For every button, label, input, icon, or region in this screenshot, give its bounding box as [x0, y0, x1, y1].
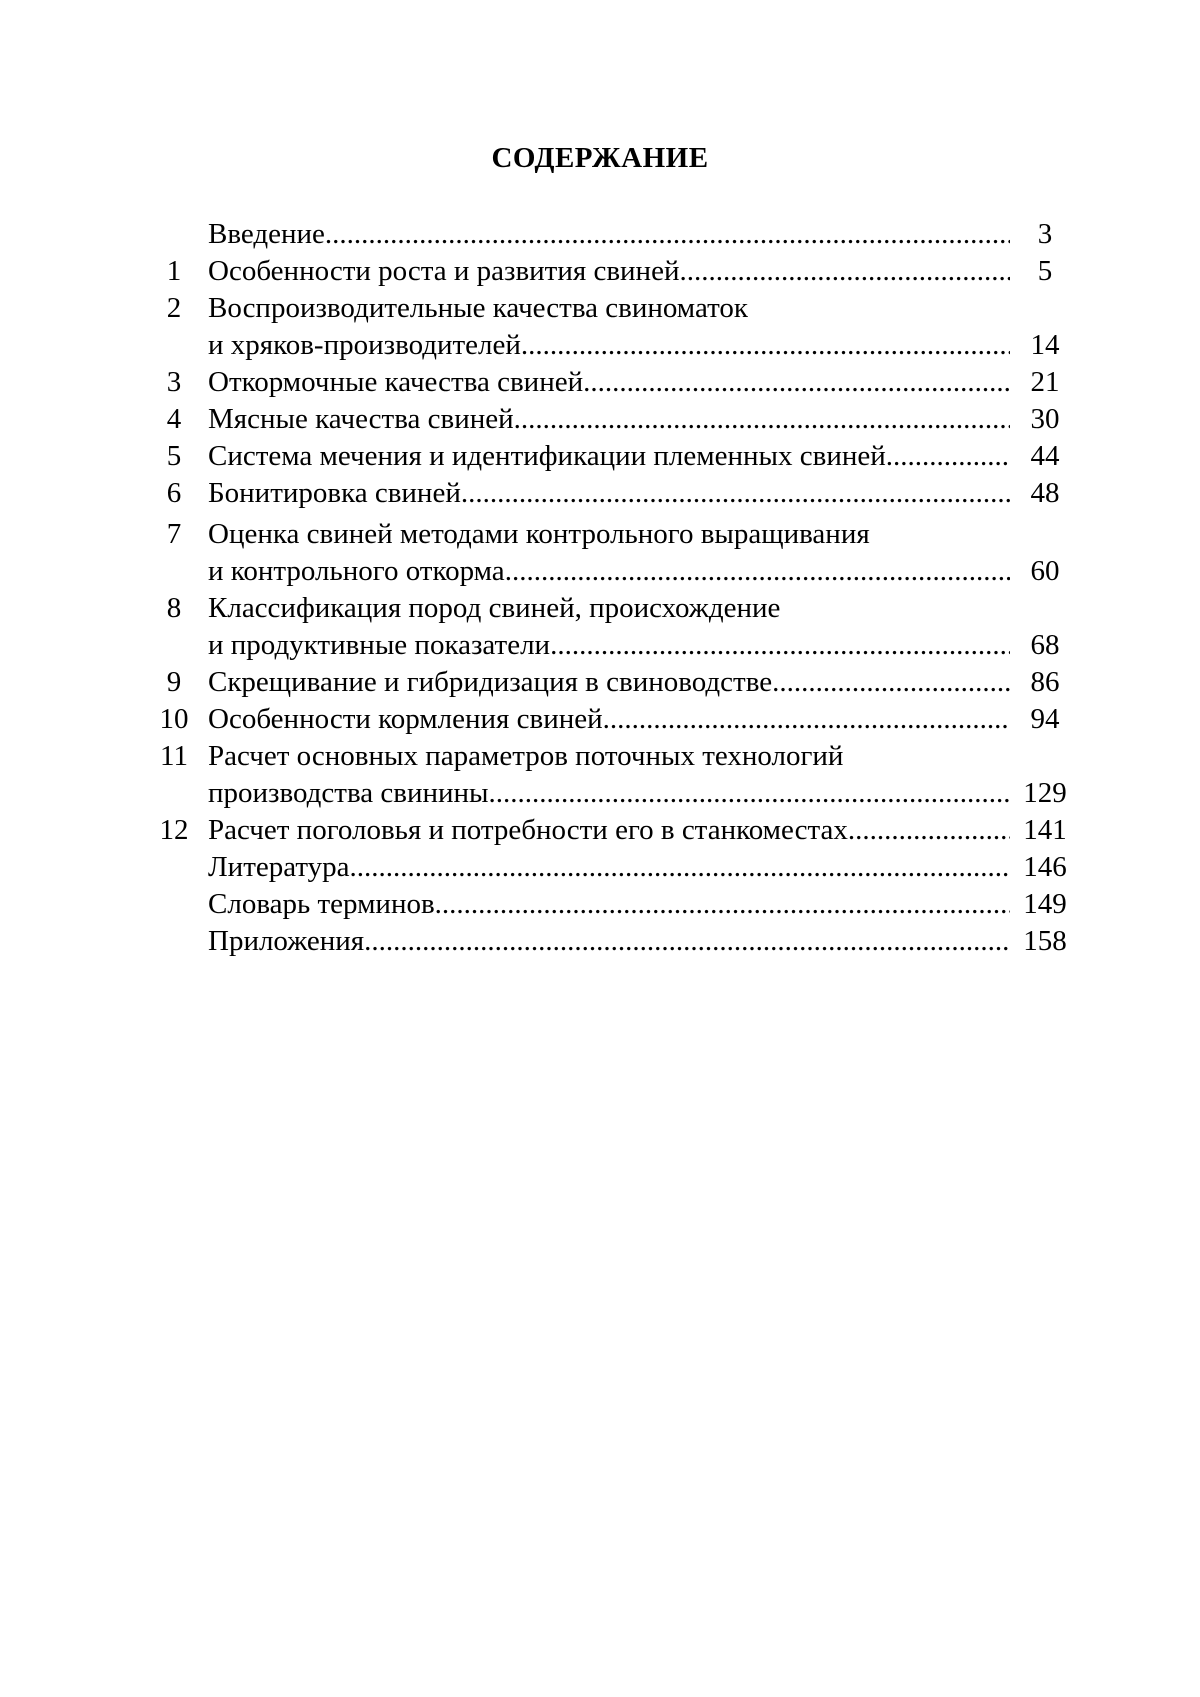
toc-leader-dots [679, 253, 1010, 290]
toc-page-number: 141 [1023, 814, 1067, 846]
toc-page-number: 86 [1030, 666, 1060, 698]
toc-entry-number: 6 [166, 477, 182, 509]
toc-page-number: 146 [1023, 851, 1067, 883]
toc-line [140, 627, 1080, 664]
toc-entry-number: 4 [166, 403, 182, 435]
toc-entry-text-wrap [208, 775, 1010, 812]
toc-line [140, 886, 1080, 923]
toc-leader-dots [521, 327, 1010, 364]
toc-entry-title: и продуктивные показатели [208, 629, 551, 661]
toc-leader-dots [350, 849, 1010, 886]
toc-page-number: 68 [1030, 629, 1060, 661]
toc-entry-text-wrap [208, 738, 1010, 775]
toc-entry-number: 2 [166, 292, 182, 324]
toc-entry-number: 11 [160, 740, 188, 772]
toc-entry [140, 290, 1080, 364]
toc-page-number: 30 [1030, 403, 1060, 435]
toc-entry-text-wrap [208, 553, 1010, 590]
toc-line [140, 438, 1080, 475]
toc-entry [140, 664, 1080, 701]
toc-line [140, 923, 1080, 960]
toc-entry-title: Мясные качества свиней [208, 403, 514, 435]
toc-entry [140, 923, 1080, 960]
toc-entry-text-wrap [208, 438, 1010, 475]
toc-entry-number: 10 [159, 703, 189, 735]
toc-entry-number: 3 [166, 366, 182, 398]
toc-entry-text-wrap [208, 627, 1010, 664]
toc-entry-title: Откормочные качества свиней [208, 366, 584, 398]
toc-leader-dots [496, 775, 1010, 812]
toc-entry-title: Словарь терминов [208, 888, 435, 920]
toc-line [140, 775, 1080, 812]
toc-entry-text-wrap [208, 886, 1010, 923]
toc-page-number: 94 [1030, 703, 1060, 735]
toc-entry-title: Классификация пород свиней, происхождение [208, 592, 781, 624]
toc-entry-text-wrap [208, 923, 1010, 960]
toc-entry-title: и хряков-производителей [208, 329, 521, 361]
toc-line [140, 590, 1080, 627]
toc-entry [140, 438, 1080, 475]
toc-line [140, 664, 1080, 701]
toc-page-number: 5 [1037, 255, 1053, 287]
toc-entry-number: 7 [166, 518, 182, 550]
toc-page-number: 129 [1023, 777, 1067, 809]
toc-entry-title: Особенности роста и развития свиней [208, 255, 680, 287]
toc-leader-dots [461, 475, 1010, 512]
toc-line [140, 216, 1080, 253]
toc-line [140, 290, 1080, 327]
toc-entry-number: 9 [166, 666, 182, 698]
toc-entry [140, 253, 1080, 290]
toc-line [140, 553, 1080, 590]
toc-entry-number: 8 [166, 592, 182, 624]
toc-entry [140, 364, 1080, 401]
toc-line [140, 475, 1080, 512]
toc-entry [140, 886, 1080, 923]
toc-entry-title: Оценка свиней методами контрольного выращивания [208, 518, 870, 550]
toc-entry-text-wrap [208, 364, 1010, 401]
toc-entry [140, 701, 1080, 738]
toc-entry-text-wrap [208, 812, 1010, 849]
toc-leader-dots [772, 664, 1010, 701]
toc-entry-number: 1 [166, 255, 182, 287]
toc-entry-title: производства свинины. [208, 777, 496, 809]
toc-entry-title: Скрещивание и гибридизация в свиноводстве [208, 666, 773, 698]
toc-leader-dots [514, 401, 1010, 438]
toc-entry-title: и контрольного откорма [208, 555, 505, 587]
toc-line [140, 738, 1080, 775]
toc-page-number: 3 [1037, 218, 1053, 250]
toc-entry-text-wrap [208, 216, 1010, 253]
toc-entry-text-wrap [208, 516, 1010, 553]
toc-leader-dots [583, 364, 1010, 401]
toc-entry-text-wrap [208, 590, 1010, 627]
toc-entry-text-wrap [208, 849, 1010, 886]
toc-line [140, 812, 1080, 849]
toc-entry-title: Система мечения и идентификации племенных свиней [208, 440, 886, 472]
toc-entry [140, 590, 1080, 664]
toc-entry-text-wrap [208, 664, 1010, 701]
toc-line [140, 327, 1080, 364]
toc-entry-title: Расчет основных параметров поточных технологий [208, 740, 844, 772]
toc-page-number: 60 [1030, 555, 1060, 587]
toc-line [140, 516, 1080, 553]
toc-entry-title: Воспроизводительные качества свиноматок [208, 292, 748, 324]
toc-entry [140, 849, 1080, 886]
toc-page-number: 44 [1030, 440, 1060, 472]
toc-entry-title: Бонитировка свиней [208, 477, 461, 509]
toc-entry-text-wrap [208, 327, 1010, 364]
toc-line [140, 253, 1080, 290]
toc-leader-dots [550, 627, 1010, 664]
toc-entry-text-wrap [208, 475, 1010, 512]
toc-entry-title: Приложения [208, 925, 365, 957]
toc-entry-title: Введение [208, 218, 325, 250]
toc-page-number: 158 [1023, 925, 1067, 957]
toc-entry-title: Расчет поголовья и потребности его в станкоместах [208, 814, 848, 846]
toc-line [140, 364, 1080, 401]
toc-page-number: 48 [1030, 477, 1060, 509]
page-title: СОДЕРЖАНИЕ [491, 142, 709, 174]
toc-entry-text-wrap [208, 701, 1010, 738]
toc-leader-dots [364, 923, 1010, 960]
toc-entry [140, 812, 1080, 849]
toc-entry [140, 738, 1080, 812]
toc-leader-dots [325, 216, 1010, 253]
toc-leader-dots [848, 812, 1010, 849]
toc-entry-title: Литература [208, 851, 350, 883]
toc-line [140, 849, 1080, 886]
toc-page-number: 14 [1030, 329, 1060, 361]
toc-page-number: 149 [1023, 888, 1067, 920]
toc-leader-dots [435, 886, 1010, 923]
toc-entry-number: 5 [166, 440, 182, 472]
toc-entry [140, 401, 1080, 438]
toc-leader-dots [603, 701, 1010, 738]
toc-entry [140, 475, 1080, 512]
toc-leader-dots [505, 553, 1010, 590]
toc-entry-text-wrap [208, 401, 1010, 438]
toc-page-number: 21 [1030, 366, 1060, 398]
toc-entry [140, 216, 1080, 253]
toc-entry [140, 516, 1080, 590]
toc-leader-dots [886, 438, 1010, 475]
toc-entry-number: 12 [159, 814, 189, 846]
toc-line [140, 401, 1080, 438]
toc-entry-text-wrap [208, 253, 1010, 290]
table-of-contents [140, 216, 1080, 960]
toc-entry-title: Особенности кормления свиней [208, 703, 603, 735]
toc-entry-text-wrap [208, 290, 1010, 327]
toc-line [140, 701, 1080, 738]
